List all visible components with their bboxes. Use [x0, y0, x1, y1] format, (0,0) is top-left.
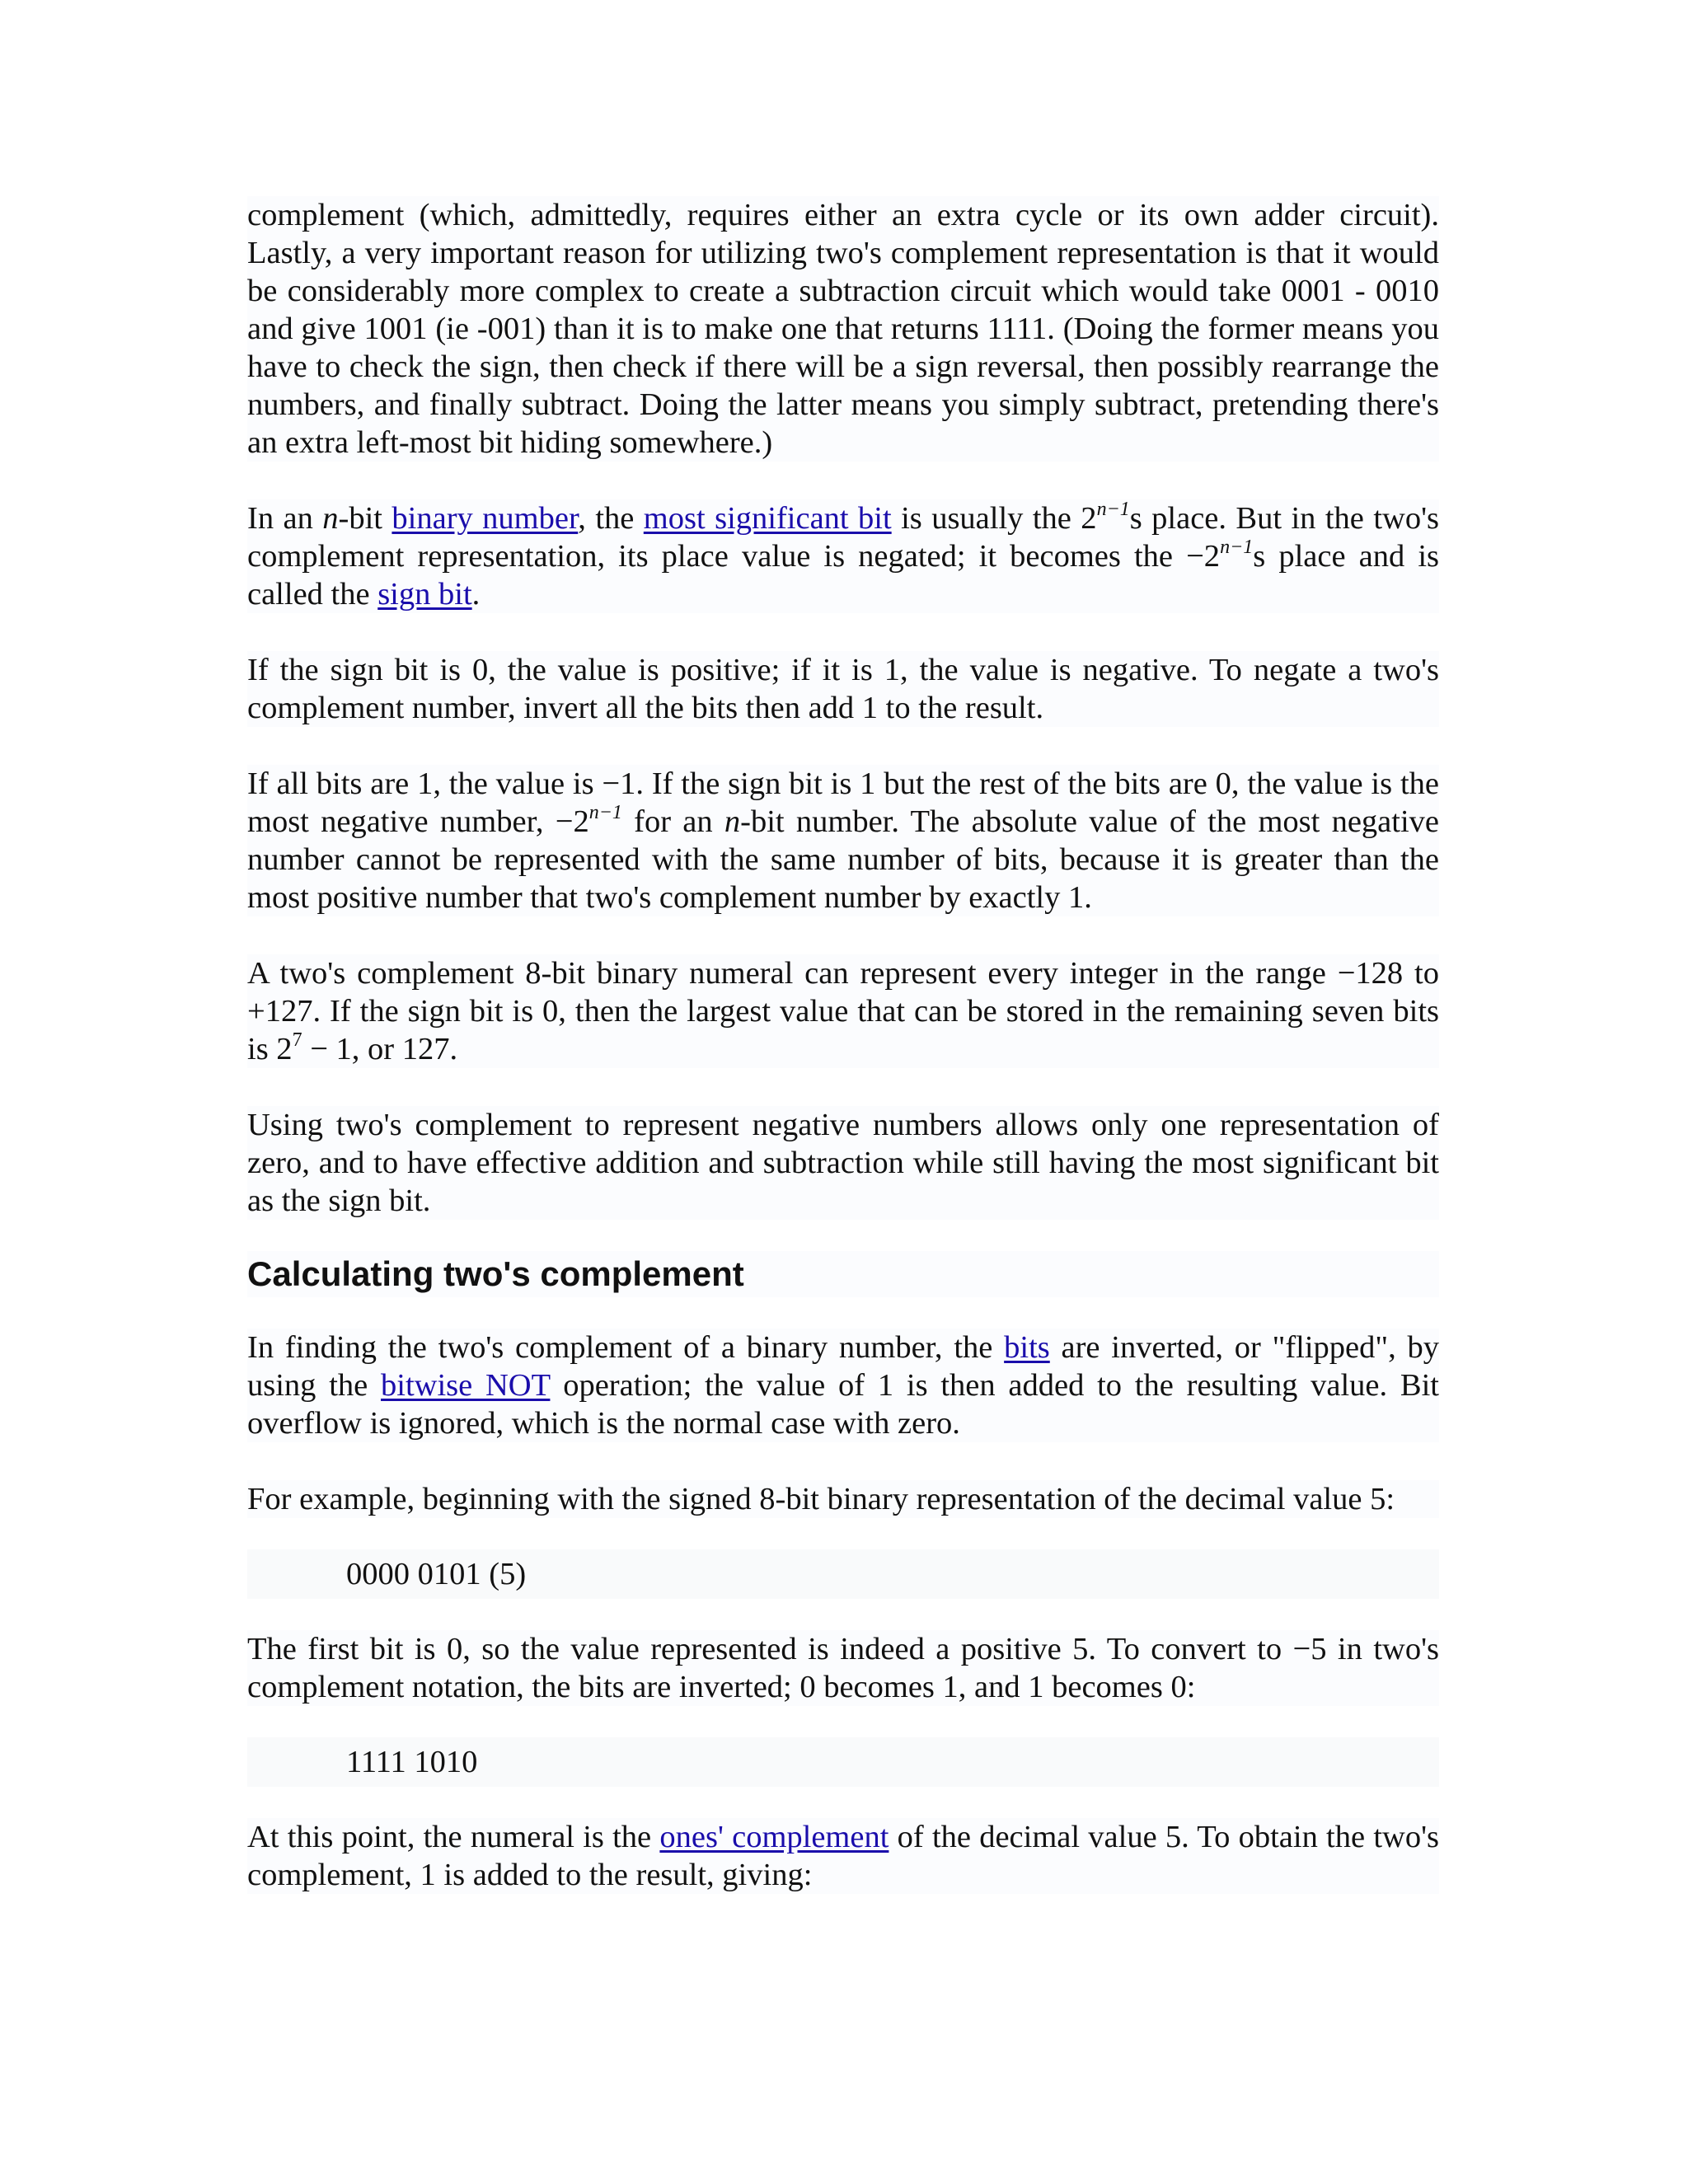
paragraph-gap [247, 1442, 1439, 1480]
link-bitwise-not[interactable]: bitwise NOT [381, 1368, 551, 1403]
text-run: At this point, the numeral is the [247, 1820, 660, 1854]
paragraph-example-intro: For example, beginning with the signed 8-bit binary representation of the decimal value 5: [247, 1480, 1439, 1518]
text-run: for an [621, 804, 724, 839]
paragraph-gap [247, 1599, 1439, 1630]
text-run: are inverted, or "flipped", by using the [247, 1330, 1439, 1403]
superscript-exponent: 7 [292, 1029, 302, 1052]
superscript-exponent: n−1 [588, 802, 622, 824]
paragraph-8bit-range [247, 954, 1439, 1068]
variable-n: n [322, 501, 339, 536]
text-run: − 1, or 127. [302, 1032, 458, 1066]
paragraph-gap [247, 1068, 1439, 1106]
text-run: s place and is called the [247, 539, 1440, 612]
text-run: is usually the 2 [891, 501, 1097, 536]
paragraph-one-zero: Using two's complement to represent negative numbers allows only one representation of zero, and to have effective addition and subtraction while still having the most significant bit as the sign bit. [247, 1108, 1439, 1218]
paragraph-gap [247, 1297, 1439, 1329]
paragraph-gap [247, 613, 1439, 651]
superscript-exponent: n−1 [1220, 537, 1254, 559]
paragraph-gap [247, 727, 1439, 765]
section-heading: Calculating two's complement [247, 1251, 1439, 1297]
superscript-exponent: n−1 [1096, 499, 1130, 521]
paragraph-gap [247, 1706, 1439, 1737]
paragraph-gap [247, 1518, 1439, 1549]
paragraph-gap [247, 1787, 1439, 1818]
text-run: In an [247, 501, 323, 536]
text-run: of the decimal value 5. To obtain the two's complement, 1 is added to the result, giving: [247, 1820, 1439, 1892]
paragraph-finding-complement [247, 1329, 1439, 1442]
text-run: If all bits are 1, the value is −1. If the sign bit is 1 but the rest of the bits are 0, the value is the most negative number, −2 [247, 766, 1439, 839]
link-binary-number[interactable]: binary number [392, 501, 579, 536]
text-run: -bit number. The absolute value of the most negative number cannot be represented with the same number of bits, because it is greater than the most positive number that two's complement number by exactly 1. [247, 804, 1439, 915]
code-example-inverted: 1111 1010 [247, 1737, 1439, 1787]
paragraph-ones-complement [247, 1818, 1439, 1894]
document-page [247, 196, 1439, 1894]
paragraph-subtraction-reason: complement (which, admittedly, requires either an extra cycle or its own adder circuit). Lastly, a very important reason for utilizing two's complement representation is that it would be considerably more complex to create a subtraction circuit which would take 0001 - 0010 and give 1001 (ie -001) than it is to make one that returns 1111. (Doing the former means you have to check the sign, then check if there will be a sign reversal, then possibly rearrange the numbers, and finally subtract. Doing the latter means you simply subtract, pretending there's an extra left-most bit hiding somewhere.) [247, 198, 1439, 460]
paragraph-sign-bit-intro [247, 499, 1439, 613]
paragraph-sign-bit-value: If the sign bit is 0, the value is positive; if it is 1, the value is negative. To negate a two's complement number, invert all the bits then add 1 to the result. [247, 653, 1439, 725]
link-sign-bit[interactable]: sign bit [377, 577, 472, 612]
link-most-significant-bit[interactable]: most significant bit [643, 501, 892, 536]
paragraph-gap [247, 916, 1439, 954]
paragraph-most-negative [247, 765, 1439, 916]
text-run: , the [578, 501, 644, 536]
text-run: In finding the two's complement of a binary number, the [247, 1330, 1005, 1365]
text-run: operation; the value of 1 is then added to the resulting value. Bit overflow is ignored, which is the normal case with zero. [247, 1368, 1439, 1441]
code-example-positive-five: 0000 0101 (5) [247, 1549, 1439, 1599]
variable-n: n [724, 804, 741, 839]
link-bits[interactable]: bits [1004, 1330, 1050, 1365]
paragraph-gap [247, 462, 1439, 499]
text-run: A two's complement 8-bit binary numeral can represent every integer in the range −128 to +127. If the sign bit is 0, then the largest value that can be stored in the remaining seven bits is 2 [247, 956, 1439, 1066]
paragraph-invert-bits: The first bit is 0, so the value represented is indeed a positive 5. To convert to −5 in two's complement notation, the bits are inverted; 0 becomes 1, and 1 becomes 0: [247, 1632, 1439, 1704]
paragraph-gap [247, 1220, 1439, 1251]
text-run: -bit [338, 501, 392, 536]
text-run: s place. But in the two's complement representation, its place value is negated; it becomes the −2 [247, 501, 1439, 574]
text-run: . [471, 577, 481, 612]
link-ones-complement[interactable]: ones' complement [659, 1820, 889, 1854]
